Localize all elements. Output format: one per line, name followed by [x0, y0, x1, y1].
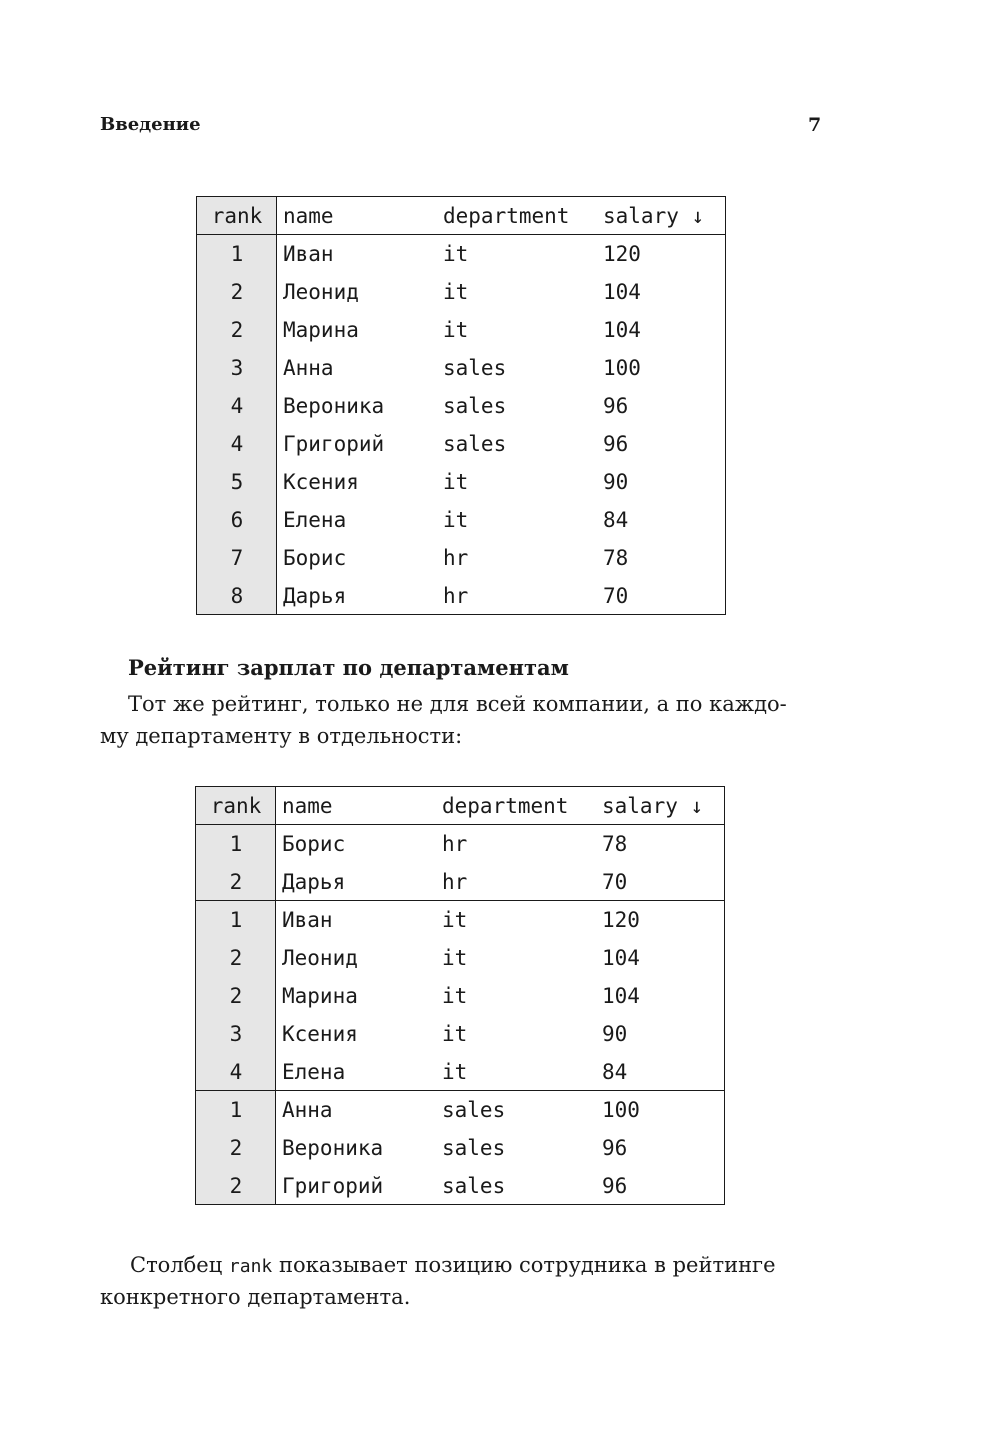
table-row: [197, 577, 725, 615]
salary-cell: 120: [603, 242, 641, 266]
department-cell: it: [442, 1022, 468, 1046]
name-cell: Дарья: [283, 584, 347, 608]
name-cell: Ксения: [282, 1022, 358, 1046]
name-cell: Елена: [282, 1060, 346, 1084]
salary-cell: 100: [603, 356, 641, 380]
name-cell: Ксения: [283, 470, 359, 494]
table-row: [197, 273, 725, 311]
name-cell: Елена: [283, 508, 347, 532]
rank-cell: 2: [229, 1174, 243, 1198]
department-cell: hr: [443, 546, 469, 570]
column-header: rank: [211, 204, 263, 228]
department-cell: it: [442, 946, 468, 970]
salary-cell: 90: [602, 1022, 628, 1046]
name-cell: Иван: [283, 242, 334, 266]
department-cell: hr: [442, 870, 468, 894]
paragraph-line: Тот же рейтинг, только не для всей компании, а по каждо-: [128, 692, 787, 716]
column-header: name: [282, 794, 333, 818]
rank-cell: 7: [230, 546, 244, 570]
text-fragment: показывает позицию сотрудника в рейтинге: [272, 1253, 776, 1277]
running-head: Введение: [100, 114, 201, 135]
department-cell: it: [442, 1060, 468, 1084]
salary-cell: 96: [602, 1136, 628, 1160]
table-row: [197, 235, 725, 273]
column-header: name: [283, 204, 334, 228]
rank-cell: 6: [230, 508, 244, 532]
table-row: [197, 349, 725, 387]
rank-cell: 5: [230, 470, 244, 494]
header-row: [197, 197, 725, 235]
table-row: [196, 1015, 724, 1053]
group-divider: [196, 900, 724, 901]
salary-cell: 104: [602, 946, 640, 970]
table-row: [197, 311, 725, 349]
rank-cell: 2: [230, 318, 244, 342]
rank-cell: 2: [229, 984, 243, 1008]
column-header: salary ↓: [603, 204, 705, 228]
table-row: [196, 901, 724, 939]
salary-cell: 70: [602, 870, 628, 894]
name-cell: Анна: [283, 356, 334, 380]
salary-cell: 96: [603, 432, 629, 456]
department-cell: it: [443, 318, 469, 342]
table-row: [196, 939, 724, 977]
salary-cell: 78: [602, 832, 628, 856]
table-row: [197, 501, 725, 539]
rank-cell: 2: [230, 280, 244, 304]
name-cell: Леонид: [282, 946, 358, 970]
section-heading: Рейтинг зарплат по департаментам: [128, 655, 569, 680]
salary-cell: 104: [603, 280, 641, 304]
department-rank-table: [195, 786, 725, 1205]
rank-cell: 4: [230, 394, 244, 418]
rank-cell: 4: [229, 1060, 243, 1084]
rank-cell: 2: [229, 1136, 243, 1160]
column-header: department: [442, 794, 569, 818]
name-cell: Дарья: [282, 870, 346, 894]
rank-cell: 2: [229, 870, 243, 894]
department-cell: it: [443, 470, 469, 494]
salary-cell: 120: [602, 908, 640, 932]
rank-cell: 3: [229, 1022, 243, 1046]
rank-cell: 1: [229, 1098, 243, 1122]
department-cell: it: [443, 508, 469, 532]
name-cell: Анна: [282, 1098, 333, 1122]
table-row: [196, 1129, 724, 1167]
department-cell: sales: [442, 1174, 506, 1198]
rank-cell: 1: [229, 908, 243, 932]
department-cell: hr: [442, 832, 468, 856]
department-cell: sales: [442, 1136, 506, 1160]
table-row: [196, 863, 724, 901]
paragraph-line: му департаменту в отдельности:: [100, 724, 463, 748]
department-cell: it: [443, 280, 469, 304]
page-number: 7: [808, 114, 822, 136]
group-divider: [196, 1090, 724, 1091]
rank-cell: 1: [229, 832, 243, 856]
salary-cell: 78: [603, 546, 629, 570]
table-row: [197, 463, 725, 501]
salary-cell: 96: [603, 394, 629, 418]
column-header: rank: [210, 794, 262, 818]
paragraph-line: конкретного департамента.: [100, 1285, 411, 1309]
rank-cell: 2: [229, 946, 243, 970]
salary-cell: 84: [602, 1060, 628, 1084]
rank-cell: 3: [230, 356, 244, 380]
table-row: [196, 1091, 724, 1129]
column-header: department: [443, 204, 570, 228]
header-row: [196, 787, 724, 825]
department-cell: it: [442, 908, 468, 932]
table-row: [196, 825, 724, 863]
salary-cell: 70: [603, 584, 629, 608]
salary-cell: 96: [602, 1174, 628, 1198]
name-cell: Григорий: [282, 1174, 384, 1198]
name-cell: Борис: [283, 546, 347, 570]
name-cell: Вероника: [282, 1136, 384, 1160]
text-fragment: Столбец: [130, 1253, 229, 1277]
rank-cell: 1: [230, 242, 244, 266]
rank-cell: 4: [230, 432, 244, 456]
name-cell: Леонид: [283, 280, 359, 304]
salary-cell: 84: [603, 508, 629, 532]
name-cell: Борис: [282, 832, 346, 856]
table-row: [196, 1167, 724, 1205]
department-cell: it: [442, 984, 468, 1008]
column-header: salary ↓: [602, 794, 704, 818]
table-row: [197, 425, 725, 463]
rank-cell: 8: [230, 584, 244, 608]
department-cell: sales: [443, 356, 507, 380]
name-cell: Григорий: [283, 432, 385, 456]
salary-cell: 90: [603, 470, 629, 494]
salary-cell: 100: [602, 1098, 640, 1122]
department-cell: sales: [443, 394, 507, 418]
table-row: [197, 539, 725, 577]
company-rank-table: [196, 196, 726, 615]
inline-code: rank: [228, 1256, 273, 1277]
department-cell: sales: [442, 1098, 506, 1122]
name-cell: Иван: [282, 908, 333, 932]
table-row: [196, 1053, 724, 1091]
table-row: [197, 387, 725, 425]
name-cell: Марина: [282, 984, 358, 1008]
name-cell: Марина: [283, 318, 359, 342]
department-cell: hr: [443, 584, 469, 608]
salary-cell: 104: [602, 984, 640, 1008]
table-row: [196, 977, 724, 1015]
name-cell: Вероника: [283, 394, 385, 418]
department-cell: sales: [443, 432, 507, 456]
salary-cell: 104: [603, 318, 641, 342]
paragraph-line: [130, 1249, 776, 1283]
department-cell: it: [443, 242, 469, 266]
